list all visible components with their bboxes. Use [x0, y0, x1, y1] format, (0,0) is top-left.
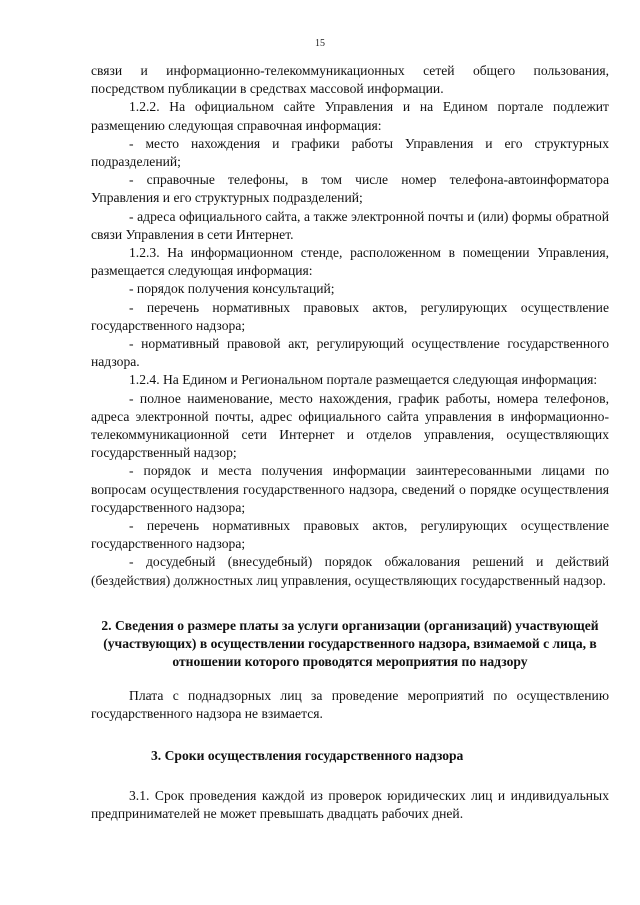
list-item: - перечень нормативных правовых актов, регулирующих осуществление государственного надзора; — [91, 299, 609, 333]
list-item: - перечень нормативных правовых актов, регулирующих осуществление государственного надзора; — [91, 518, 609, 552]
list-item: - адреса официального сайта, а также электронной почты и (или) формы обратной связи Управления в сети Интернет. — [91, 208, 609, 242]
document-body — [91, 62, 609, 824]
paragraph: связи и информационно-телекоммуникационных сетей общего пользования, посредством публикации в средствах массовой информации. — [91, 63, 609, 97]
paragraph: 1.2.4. На Едином и Региональном портале размещается следующая информация: — [129, 372, 598, 388]
list-item: - порядок получения консультаций; — [129, 281, 335, 297]
section-3-heading: 3. Сроки осуществления государственного надзора — [151, 747, 464, 763]
section-2-text: Плата с поднадзорных лиц за проведение мероприятий по осуществлению государственного надзора не взимается. — [91, 687, 609, 721]
list-item: - досудебный (внесудебный) порядок обжалования решений и действий (бездействия) должностных лиц управления, осуществляющих государственный надзор. — [91, 554, 609, 588]
paragraph: 1.2.3. На информационном стенде, расположенном в помещении Управления, размещается следующая информация: — [91, 245, 609, 279]
list-item: - полное наименование, место нахождения, график работы, номера телефонов, адреса электронной почты, адрес официального сайта управления в информационно-телекоммуникационной сети Интернет и отделов управления, осуществляющих государственный надзор; — [91, 390, 609, 461]
paragraph: 1.2.2. На официальном сайте Управления и на Едином портале подлежит размещению следующая справочная информация: — [91, 99, 609, 133]
list-item: - нормативный правовой акт, регулирующий осуществление государственного надзора. — [91, 336, 609, 370]
section-2-heading: 2. Сведения о размере платы за услуги организации (организаций) участвующей (участвующих) в осуществлении государственного надзора, взимаемой с лица, в отношении которого проводятся мероприятия по надзору — [101, 617, 599, 670]
section-3-text: 3.1. Срок проведения каждой из проверок юридических лиц и индивидуальных предпринимателей не может превышать двадцать рабочих дней. — [91, 788, 609, 822]
list-item: - место нахождения и графики работы Управления и его структурных подразделений; — [91, 135, 609, 170]
list-item: - порядок и места получения информации заинтересованными лицами по вопросам осуществления государственного надзора, сведений о порядке осуществления государственного надзора; — [91, 463, 609, 515]
list-item: - справочные телефоны, в том числе номер телефона-автоинформатора Управления и его структурных подразделений; — [91, 172, 609, 206]
page-number: 15 — [315, 38, 325, 49]
